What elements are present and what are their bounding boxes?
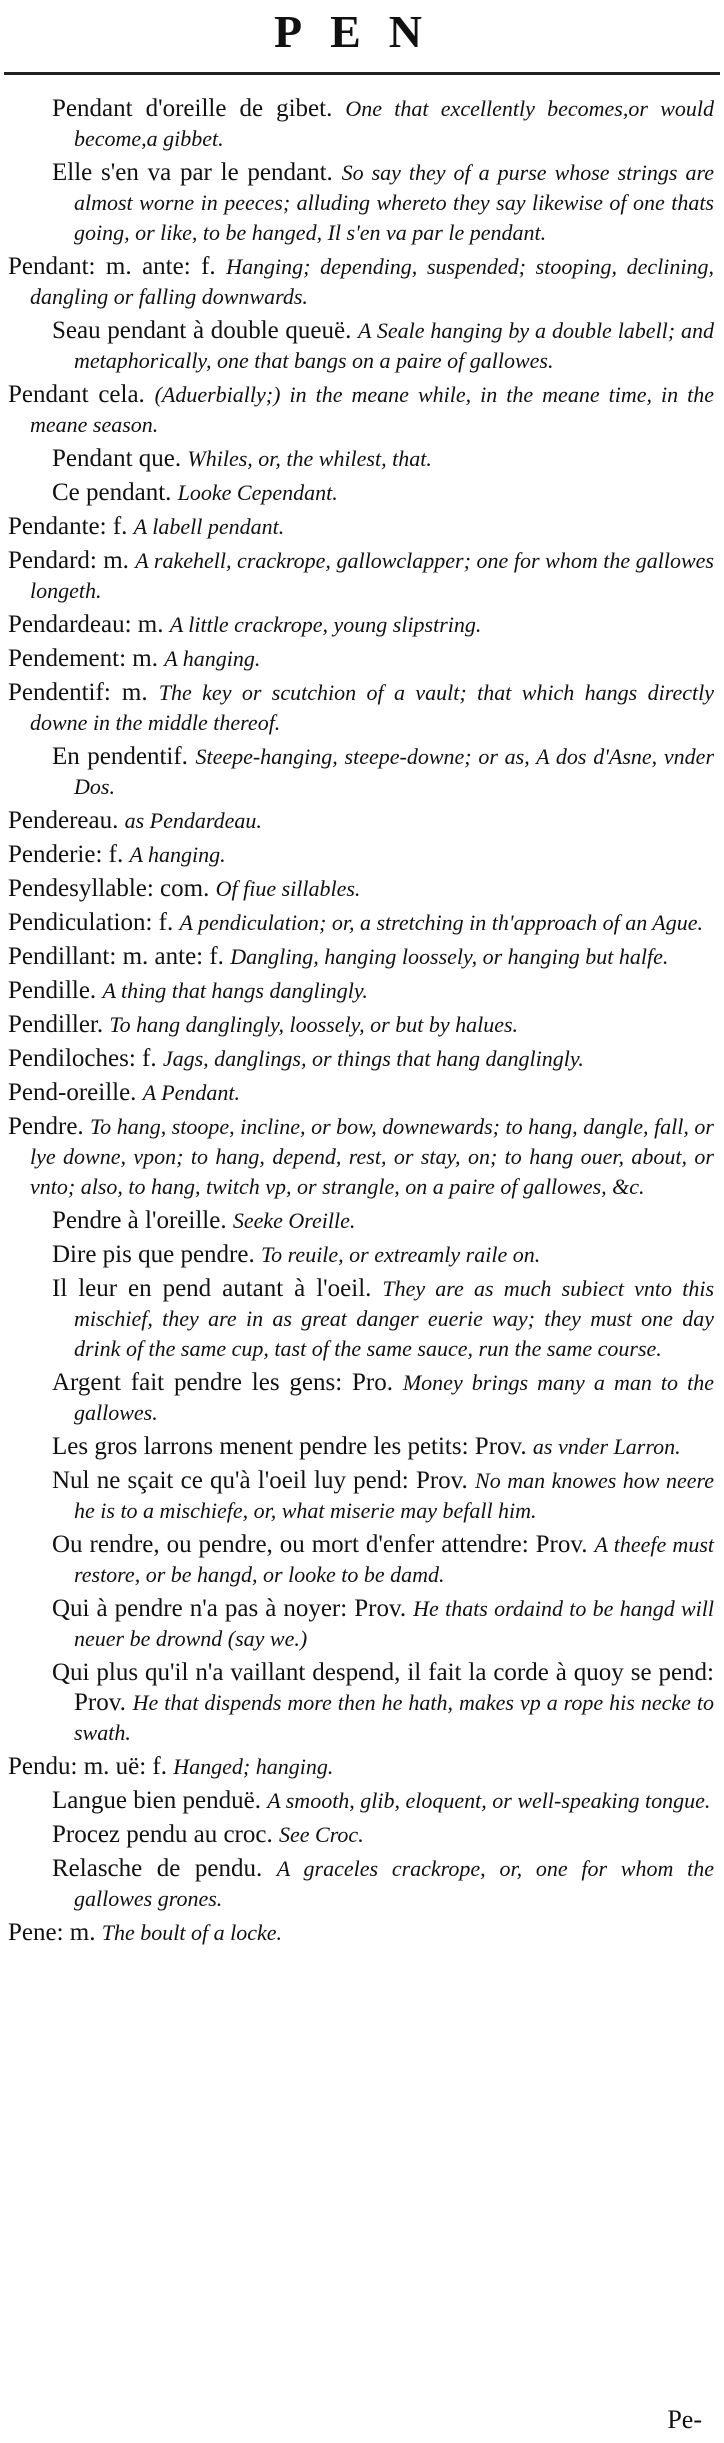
entry-headword: Pendement: m. <box>8 645 158 672</box>
entry-gloss: A theefe must restore, or be hangd, or looke to be damd. <box>74 1532 714 1587</box>
entry-gloss: as Pendardeau. <box>124 808 262 833</box>
entry-gloss: Hanging; depending, suspended; stooping, declining, dangling or falling downwards. <box>30 254 715 309</box>
entry-gloss: A rakehell, crackrope, gallowclapper; one for whom the gallowes longeth. <box>30 548 714 603</box>
entry-gloss: Jags, danglings, or things that hang danglingly. <box>162 1046 584 1071</box>
dictionary-entry <box>8 840 714 870</box>
entry-gloss: A graceles crackrope, or, one for whom the gallowes grones. <box>74 1856 714 1911</box>
entry-gloss: A pendiculation; or, a stretching in th'approach of an Ague. <box>179 910 703 935</box>
entry-gloss: See Croc. <box>278 1822 364 1847</box>
entry-gloss: No man knowes how neere he is to a mischiefe, or, what miserie may befall him. <box>74 1468 714 1523</box>
dictionary-entry <box>52 1206 714 1236</box>
entry-gloss: A hanging. <box>129 842 226 867</box>
dictionary-entry <box>52 478 714 508</box>
dictionary-entry <box>8 678 714 738</box>
dictionary-entry <box>8 1752 714 1782</box>
dictionary-entry <box>52 1658 714 1748</box>
entry-gloss: Seeke Oreille. <box>232 1208 356 1233</box>
catchword: Pe- <box>667 2405 702 2434</box>
dictionary-entry <box>52 1594 714 1654</box>
dictionary-entry <box>8 942 714 972</box>
dictionary-entry <box>52 158 714 248</box>
dictionary-entry <box>52 1854 714 1914</box>
entry-headword: Pendiculation: f. <box>8 909 174 936</box>
entry-headword: Procez pendu au croc. <box>52 1821 273 1848</box>
dictionary-entry <box>52 316 714 376</box>
dictionary-entry <box>52 1466 714 1526</box>
dictionary-entry <box>8 1112 714 1202</box>
dictionary-entry <box>8 610 714 640</box>
entry-gloss: A hanging. <box>164 646 261 671</box>
entry-gloss: To reuile, or extreamly raile on. <box>260 1242 541 1267</box>
entry-gloss: To hang danglingly, loossely, or but by halues. <box>109 1012 519 1037</box>
entry-headword: Pendereau. <box>8 807 119 834</box>
entry-headword: Pendre. <box>8 1113 84 1140</box>
entry-headword: Langue bien penduë. <box>52 1787 261 1814</box>
dictionary-entry <box>52 1432 714 1462</box>
entry-gloss: The boult of a locke. <box>101 1920 282 1945</box>
entry-headword: Pendant que. <box>52 445 182 472</box>
entry-gloss: Money brings many a man to the gallowes. <box>74 1370 715 1425</box>
entry-headword: Il leur en pend autant à l'oeil. <box>52 1275 372 1302</box>
dictionary-entry <box>8 512 714 542</box>
entry-headword: Penderie: f. <box>8 841 124 868</box>
entry-gloss: A little crackrope, young slipstring. <box>169 612 482 637</box>
dictionary-entry <box>8 1078 714 1108</box>
dictionary-entry <box>52 1786 714 1816</box>
entry-headword: Pend-oreille. <box>8 1079 137 1106</box>
entry-headword: Pendant d'oreille de gibet. <box>52 95 333 122</box>
entry-headword: Ce pendant. <box>52 479 172 506</box>
entry-gloss: as vnder Larron. <box>532 1434 681 1459</box>
entry-gloss: A labell pendant. <box>133 514 285 539</box>
entry-gloss: Whiles, or, the whilest, that. <box>187 446 432 471</box>
entry-headword: Pendardeau: m. <box>8 611 164 638</box>
dictionary-entry <box>8 874 714 904</box>
dictionary-entry <box>52 94 714 154</box>
entry-gloss: To hang, stoope, incline, or bow, downewards; to hang, dangle, fall, or lye downe, vpon; to hang, depend, rest, or stay, on; to hang ouer, about, or vnto; also, to hang, twitch vp, or strangle, on a paire of gallowes, &c. <box>30 1114 714 1199</box>
entry-headword: Ou rendre, ou pendre, ou mort d'enfer attendre: Prov. <box>52 1531 588 1558</box>
dictionary-entry <box>8 1918 714 1948</box>
dictionary-entry <box>8 644 714 674</box>
entry-gloss: They are as much subiect vnto this mischief, they are in as great danger euerie way; they must one day drink of the same cup, tast of the same sauce, run the same course. <box>74 1276 715 1361</box>
entry-gloss: The key or scutchion of a vault; that which hangs directly downe in the middle thereof. <box>30 680 715 735</box>
entry-gloss: Of fiue sillables. <box>215 876 361 901</box>
entry-headword: Pendentif: m. <box>8 679 148 706</box>
entry-gloss: Hanged; hanging. <box>173 1754 334 1779</box>
header-rule <box>4 72 720 75</box>
entry-headword: Argent fait pendre les gens: Pro. <box>52 1369 394 1396</box>
entry-headword: Pendesyllable: com. <box>8 875 210 902</box>
entry-gloss: Looke Cependant. <box>177 480 338 505</box>
entry-headword: Pendre à l'oreille. <box>52 1207 227 1234</box>
dictionary-entry <box>8 1044 714 1074</box>
entry-headword: Pendille. <box>8 977 97 1004</box>
running-head: PEN <box>274 6 450 57</box>
entry-gloss: A Pendant. <box>142 1080 241 1105</box>
entry-headword: En pendentif. <box>52 743 188 770</box>
entry-gloss: He thats ordaind to be hangd will neuer be drownd (say we.) <box>74 1596 715 1651</box>
entry-list <box>8 94 714 1952</box>
entry-headword: Les gros larrons menent pendre les petits: Prov. <box>52 1433 527 1460</box>
entry-headword: Relasche de pendu. <box>52 1855 263 1882</box>
entry-gloss: A thing that hangs danglingly. <box>102 978 368 1003</box>
entry-headword: Dire pis que pendre. <box>52 1241 255 1268</box>
entry-gloss: A Seale hanging by a double labell; and metaphorically, one that bangs on a paire of gallowes. <box>74 318 715 373</box>
entry-headword: Pendante: f. <box>8 513 128 540</box>
entry-gloss: So say they of a purse whose strings are almost worne in peeces; alluding whereto they say likewise of one thats going, or like, to be hanged, Il s'en va par le pendant. <box>74 160 715 245</box>
dictionary-entry <box>8 252 714 312</box>
dictionary-entry <box>52 1240 714 1270</box>
entry-headword: Seau pendant à double queuë. <box>52 317 352 344</box>
dictionary-entry <box>52 444 714 474</box>
dictionary-entry <box>8 1010 714 1040</box>
dictionary-entry <box>52 1820 714 1850</box>
entry-headword: Qui plus qu'il n'a vaillant despend, il fait la corde à quoy se pend: Prov. <box>52 1659 714 1716</box>
dictionary-entry <box>8 546 714 606</box>
entry-headword: Pendant cela. <box>8 381 145 408</box>
entry-gloss: A smooth, glib, eloquent, or well-speaking tongue. <box>267 1788 711 1813</box>
entry-gloss: He that dispends more then he hath, makes vp a rope his necke to swath. <box>74 1690 714 1745</box>
dictionary-entry <box>8 806 714 836</box>
entry-headword: Pendiloches: f. <box>8 1045 157 1072</box>
entry-headword: Pendant: m. ante: f. <box>8 253 216 280</box>
entry-headword: Qui à pendre n'a pas à noyer: Prov. <box>52 1595 407 1622</box>
entry-headword: Nul ne sçait ce qu'à l'oeil luy pend: Prov. <box>52 1467 468 1494</box>
entry-headword: Elle s'en va par le pendant. <box>52 159 333 186</box>
dictionary-entry <box>8 976 714 1006</box>
entry-gloss: One that excellently becomes,or would become,a gibbet. <box>74 96 714 151</box>
entry-headword: Pene: m. <box>8 1919 96 1946</box>
entry-gloss: Steepe-hanging, steepe-downe; or as, A dos d'Asne, vnder Dos. <box>74 744 715 799</box>
entry-headword: Pendiller. <box>8 1011 104 1038</box>
dictionary-entry <box>52 742 714 802</box>
entry-gloss: Dangling, hanging loossely, or hanging but halfe. <box>230 944 669 969</box>
dictionary-entry <box>8 380 714 440</box>
entry-headword: Pendillant: m. ante: f. <box>8 943 224 970</box>
entry-gloss: (Aduerbially;) in the meane while, in the meane time, in the meane season. <box>30 382 715 437</box>
dictionary-entry <box>52 1368 714 1428</box>
entry-headword: Pendard: m. <box>8 547 129 574</box>
dictionary-entry <box>52 1530 714 1590</box>
dictionary-entry <box>52 1274 714 1364</box>
entry-headword: Pendu: m. uë: f. <box>8 1753 168 1780</box>
dictionary-entry <box>8 908 714 938</box>
